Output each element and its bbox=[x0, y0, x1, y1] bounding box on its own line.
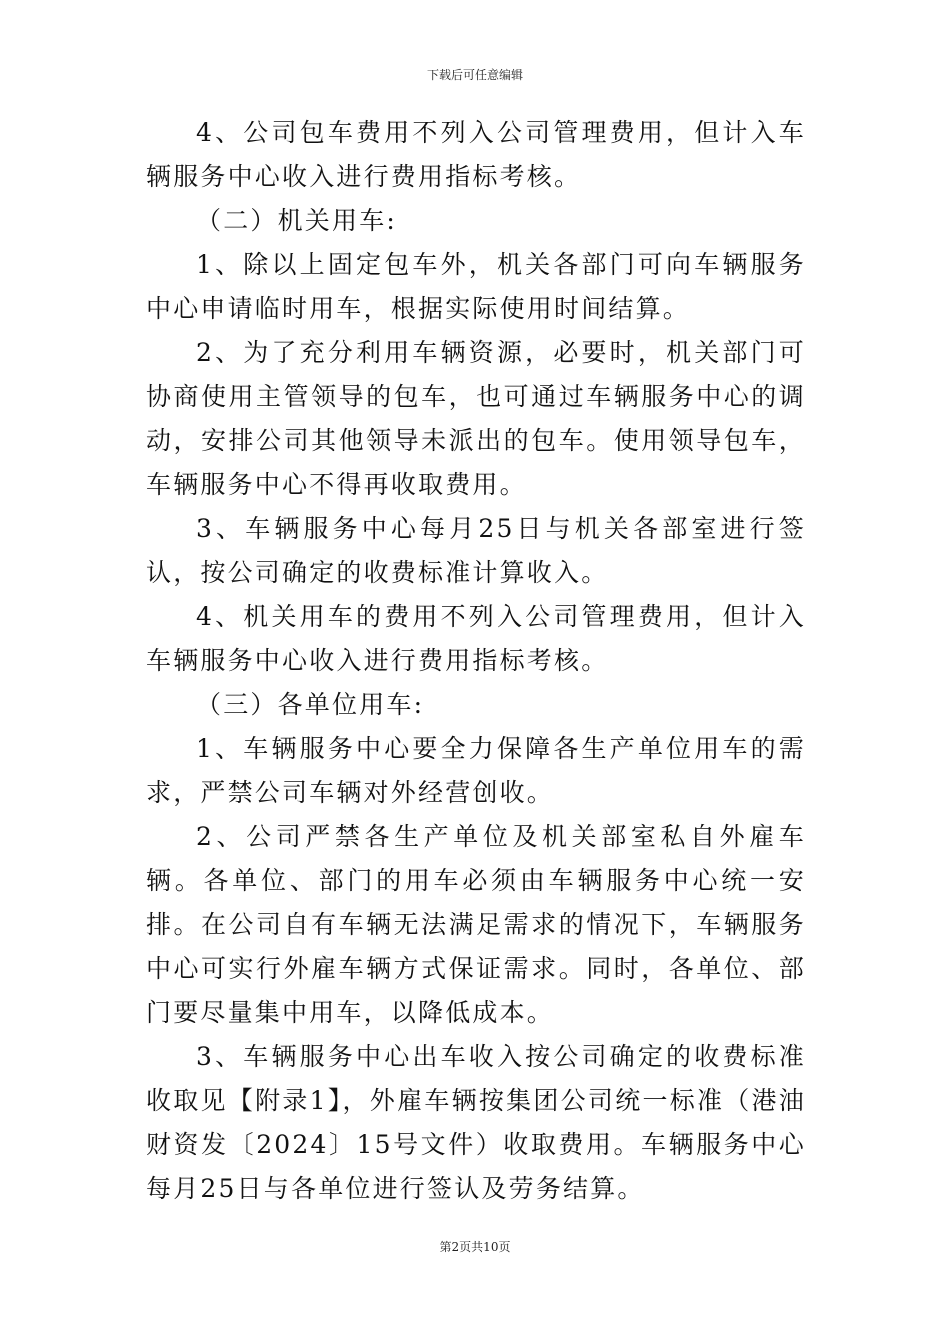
document-body bbox=[146, 111, 806, 1211]
paragraph: 2、为了充分利用车辆资源，必要时，机关部门可协商使用主管领导的包车，也可通过车辆服务中心的调动，安排公司其他领导未派出的包车。使用领导包车，车辆服务中心不得再收取费用。 bbox=[146, 338, 806, 499]
section-heading: （二）机关用车: bbox=[196, 206, 398, 235]
paragraph: 1、车辆服务中心要全力保障各生产单位用车的需求，严禁公司车辆对外经营创收。 bbox=[146, 734, 806, 807]
paragraph: 4、机关用车的费用不列入公司管理费用，但计入车辆服务中心收入进行费用指标考核。 bbox=[146, 602, 806, 675]
page-header: 下载后可任意编辑 bbox=[426, 68, 523, 82]
page-footer: 第2页共10页 bbox=[439, 1240, 511, 1254]
paragraph: 3、车辆服务中心每月25日与机关各部室进行签认，按公司确定的收费标准计算收入。 bbox=[146, 514, 806, 587]
paragraph: 1、除以上固定包车外，机关各部门可向车辆服务中心申请临时用车，根据实际使用时间结算。 bbox=[146, 250, 806, 323]
paragraph: 2、公司严禁各生产单位及机关部室私自外雇车辆。各单位、部门的用车必须由车辆服务中心统一安排。在公司自有车辆无法满足需求的情况下，车辆服务中心可实行外雇车辆方式保证需求。同时，各单位、部门要尽量集中用车，以降低成本。 bbox=[146, 822, 806, 1027]
paragraph: 3、车辆服务中心出车收入按公司确定的收费标准收取见【附录1】，外雇车辆按集团公司统一标准（港油财资发〔2024〕15号文件）收取费用。车辆服务中心每月25日与各单位进行签认及劳务结算。 bbox=[146, 1042, 806, 1203]
paragraph: 4、公司包车费用不列入公司管理费用，但计入车辆服务中心收入进行费用指标考核。 bbox=[146, 118, 806, 191]
section-heading: （三）各单位用车: bbox=[196, 690, 425, 719]
